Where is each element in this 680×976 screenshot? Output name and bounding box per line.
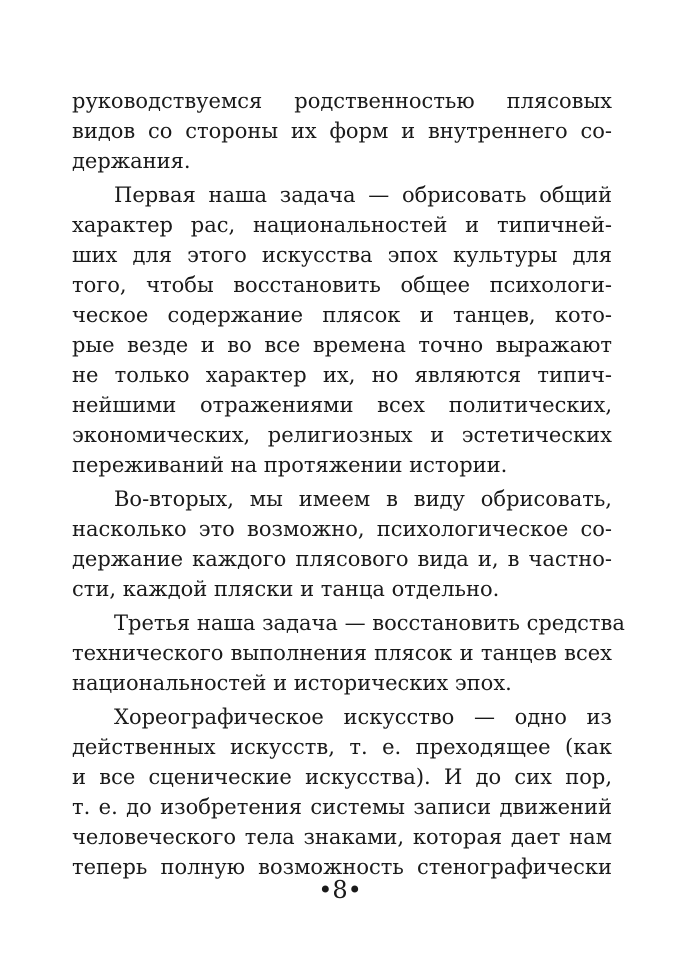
- text-line: характер рас, национальностей и типичней-: [72, 213, 612, 237]
- text-line: насколько это возможно, психологическое со-: [72, 517, 612, 541]
- text-line: переживаний на протяжении истории.: [72, 453, 508, 477]
- text-line: ческое содержание плясок и танцев, кото-: [72, 303, 612, 327]
- page-number: •8•: [318, 876, 362, 904]
- text-line: рые везде и во все времена точно выражают: [72, 333, 612, 357]
- text-line: держание каждого плясового вида и, в частно-: [72, 547, 612, 571]
- text-line: не только характер их, но являются типич-: [72, 363, 612, 387]
- text-line: видов со стороны их форм и внутреннего со-: [72, 119, 612, 143]
- text-line: экономических, религиозных и эстетических: [72, 423, 612, 447]
- text-line: действенных искусств, т. е. преходящее (как: [72, 735, 612, 759]
- text-line: Во-вторых, мы имеем в виду обрисовать,: [114, 487, 612, 511]
- paragraph-4: [72, 608, 625, 698]
- text-line: т. е. до изобретения системы записи движений: [72, 795, 612, 819]
- text-line: ших для этого искусства эпох культуры для: [72, 243, 612, 267]
- text-line: Хореографическое искусство — одно из: [114, 705, 612, 729]
- text-line: Первая наша задача — обрисовать общий: [114, 183, 612, 207]
- text-line: и все сценические искусства). И до сих пор,: [72, 765, 612, 789]
- text-line: сти, каждой пляски и танца отдельно.: [72, 577, 500, 601]
- paragraph-1: [72, 86, 612, 176]
- text-line: технического выполнения плясок и танцев всех: [72, 641, 612, 665]
- text-line: человеческого тела знаками, которая дает нам: [72, 825, 612, 849]
- paragraph-2: [72, 180, 612, 480]
- text-line: держания.: [72, 149, 191, 173]
- paragraph-5: [72, 702, 612, 882]
- text-line: национальностей и исторических эпох.: [72, 671, 512, 695]
- page-body: [72, 86, 625, 886]
- text-line: теперь полную возможность стенографически: [72, 855, 612, 879]
- text-line: того, чтобы восстановить общее психологи-: [72, 273, 612, 297]
- text-line: Третья наша задача — восстановить средства: [114, 611, 625, 635]
- paragraph-3: [72, 484, 612, 604]
- text-line: нейшими отражениями всех политических,: [72, 393, 612, 417]
- text-line: руководствуемся родственностью плясовых: [72, 89, 612, 113]
